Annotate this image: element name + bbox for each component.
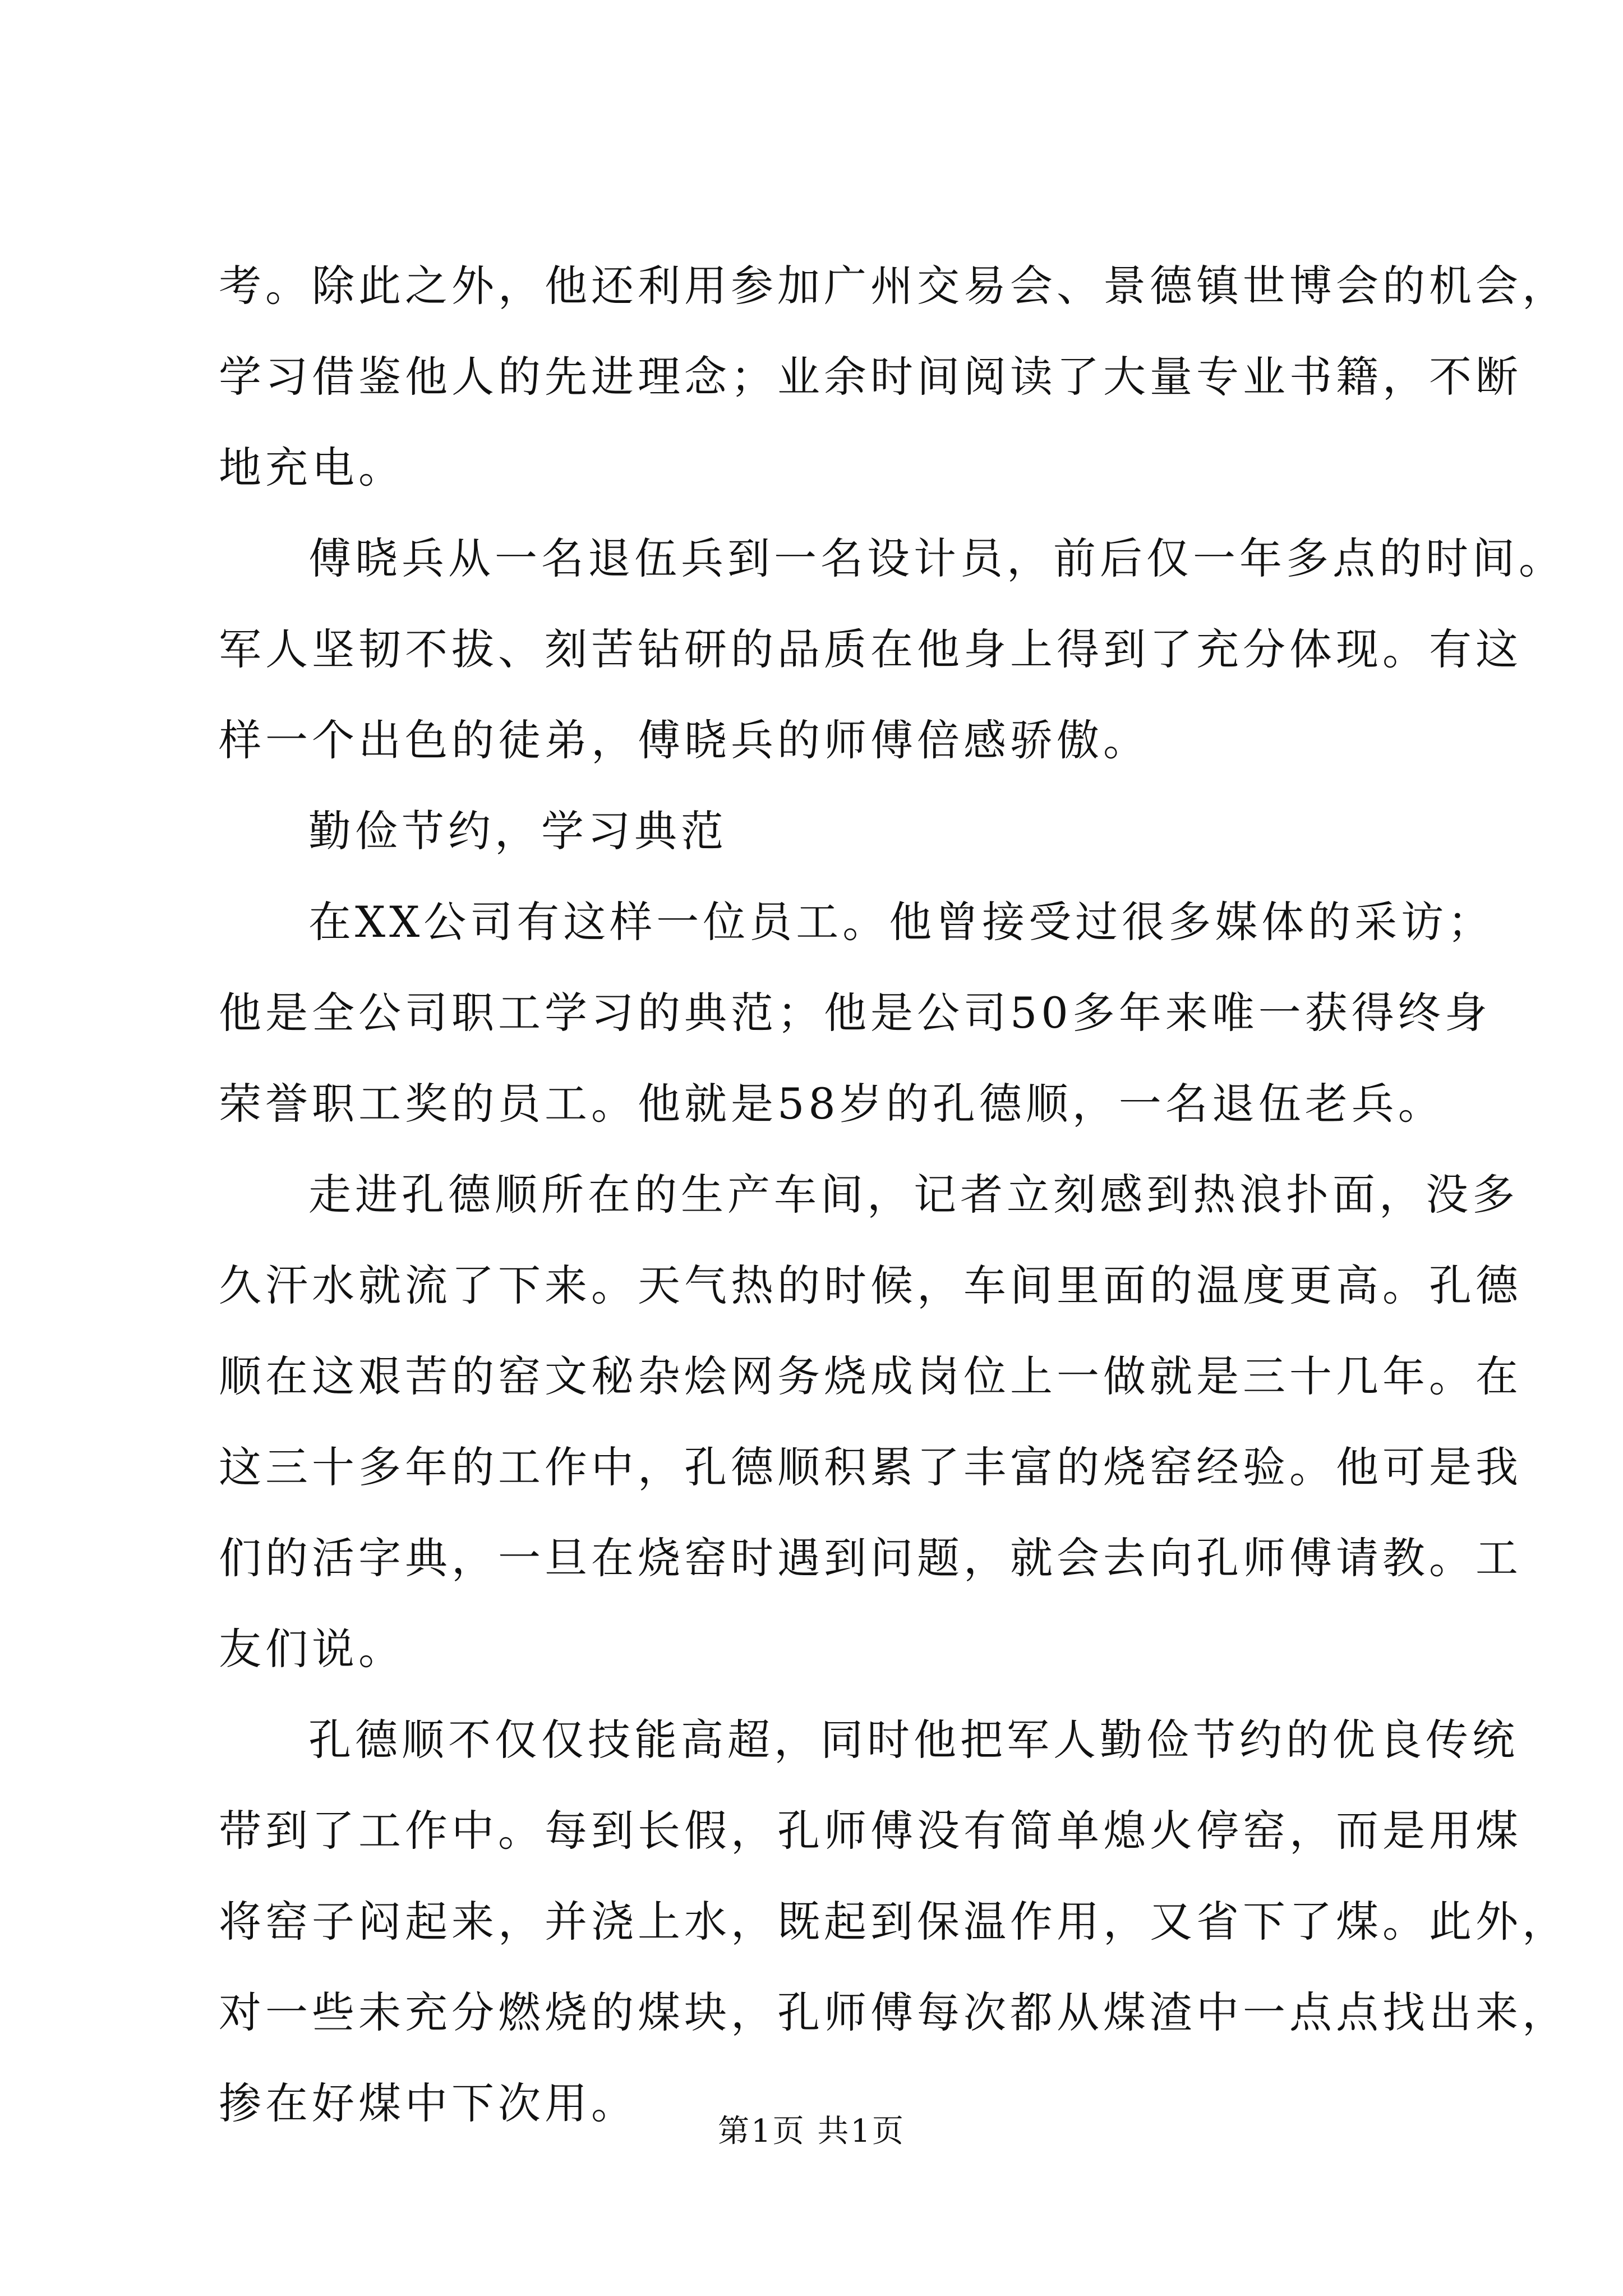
page-footer: 第1页 共1页 [717,2113,906,2150]
body-text-line: 掺在好煤中下次用。 [219,2078,638,2128]
body-text-line: 顺在这艰苦的窑文秘杂烩网务烧成岗位上一做就是三十几年。在 [219,1351,1522,1401]
body-text-line: 带到了工作中。每到长假，孔师傅没有简单熄火停窑，而是用煤 [219,1806,1522,1856]
body-text-line: 们的活字典，一旦在烧窑时遇到问题，就会去向孔师傅请教。工 [219,1533,1522,1583]
body-text-line: 荣誉职工奖的员工。他就是58岁的孔德顺，一名退伍老兵。 [219,1079,1445,1129]
body-text-line: 久汗水就流了下来。天气热的时候，车间里面的温度更高。孔德 [219,1260,1522,1310]
body-text-line: 地充电。 [219,443,405,493]
body-text-line: 这三十多年的工作中，孔德顺积累了丰富的烧窑经验。他可是我 [219,1442,1522,1492]
section-heading: 勤俭节约，学习典范 [308,806,727,856]
body-text-line: 样一个出色的徒弟，傅晓兵的师傅倍感骄傲。 [219,715,1150,765]
body-text-line: 学习借鉴他人的先进理念；业余时间阅读了大量专业书籍，不断 [219,352,1522,402]
paragraph-start-line: 傅晓兵从一名退伍兵到一名设计员，前后仅一年多点的时间。 [308,533,1565,583]
body-text-line: 对一些未充分燃烧的煤块，孔师傅每次都从煤渣中一点点找出来， [219,1987,1569,2037]
body-text-line: 军人坚韧不拔、刻苦钻研的品质在他身上得到了充分体现。有这 [219,624,1522,674]
body-text-line: 将窑子闷起来，并浇上水，既起到保温作用，又省下了煤。此外， [219,1897,1569,1947]
paragraph-start-line: 孔德顺不仅仅技能高超，同时他把军人勤俭节约的优良传统 [308,1715,1519,1765]
body-text-line: 他是全公司职工学习的典范；他是公司50多年来唯一获得终身 [219,988,1491,1038]
paragraph-start-line: 走进孔德顺所在的生产车间，记者立刻感到热浪扑面，没多 [308,1170,1519,1220]
paragraph-start-line: 在XX公司有这样一位员工。他曾接受过很多媒体的采访； [308,897,1495,947]
body-text-line: 友们说。 [219,1624,405,1674]
body-text-line: 考。除此之外，他还利用参加广州交易会、景德镇世博会的机会， [219,261,1569,311]
